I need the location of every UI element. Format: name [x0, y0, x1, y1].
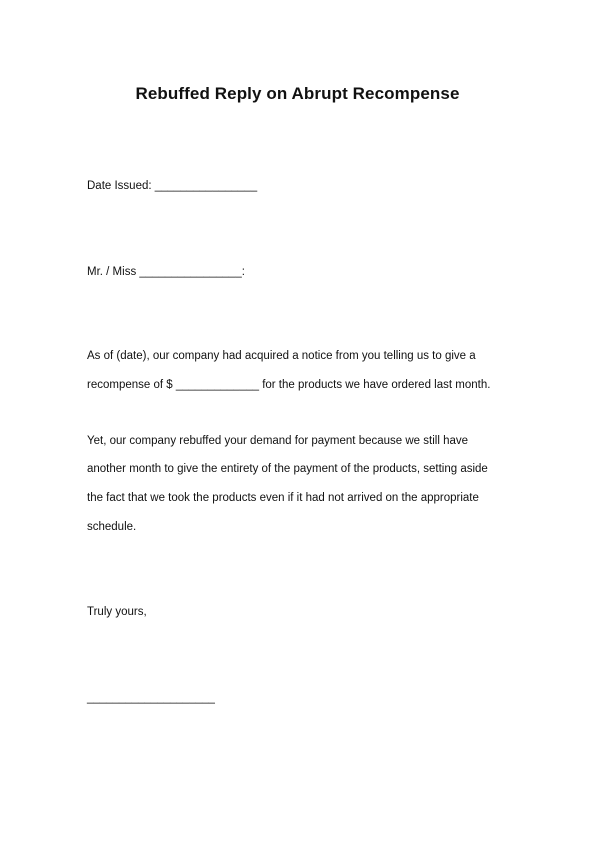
paragraph-2-line-2: another month to give the entirety of the payment of the products, setting aside	[87, 463, 488, 475]
salutation-line: Mr. / Miss ________________:	[87, 266, 245, 278]
document-title: Rebuffed Reply on Abrupt Recompense	[135, 84, 460, 103]
paragraph-1-line-1: As of (date), our company had acquired a notice from you telling us to give a	[87, 350, 476, 362]
paragraph-2-line-4: schedule.	[87, 521, 137, 533]
paragraph-2-line-3: the fact that we took the products even if it had not arrived on the appropriate	[87, 492, 479, 504]
paragraph-2-line-1: Yet, our company rebuffed your demand for payment because we still have	[87, 435, 469, 447]
signature-line: ____________________	[87, 692, 215, 704]
closing-line: Truly yours,	[87, 606, 147, 618]
paragraph-1-line-2: recompense of $ _____________ for the products we have ordered last month.	[87, 379, 491, 391]
date-issued-line: Date Issued: ________________	[87, 180, 258, 192]
